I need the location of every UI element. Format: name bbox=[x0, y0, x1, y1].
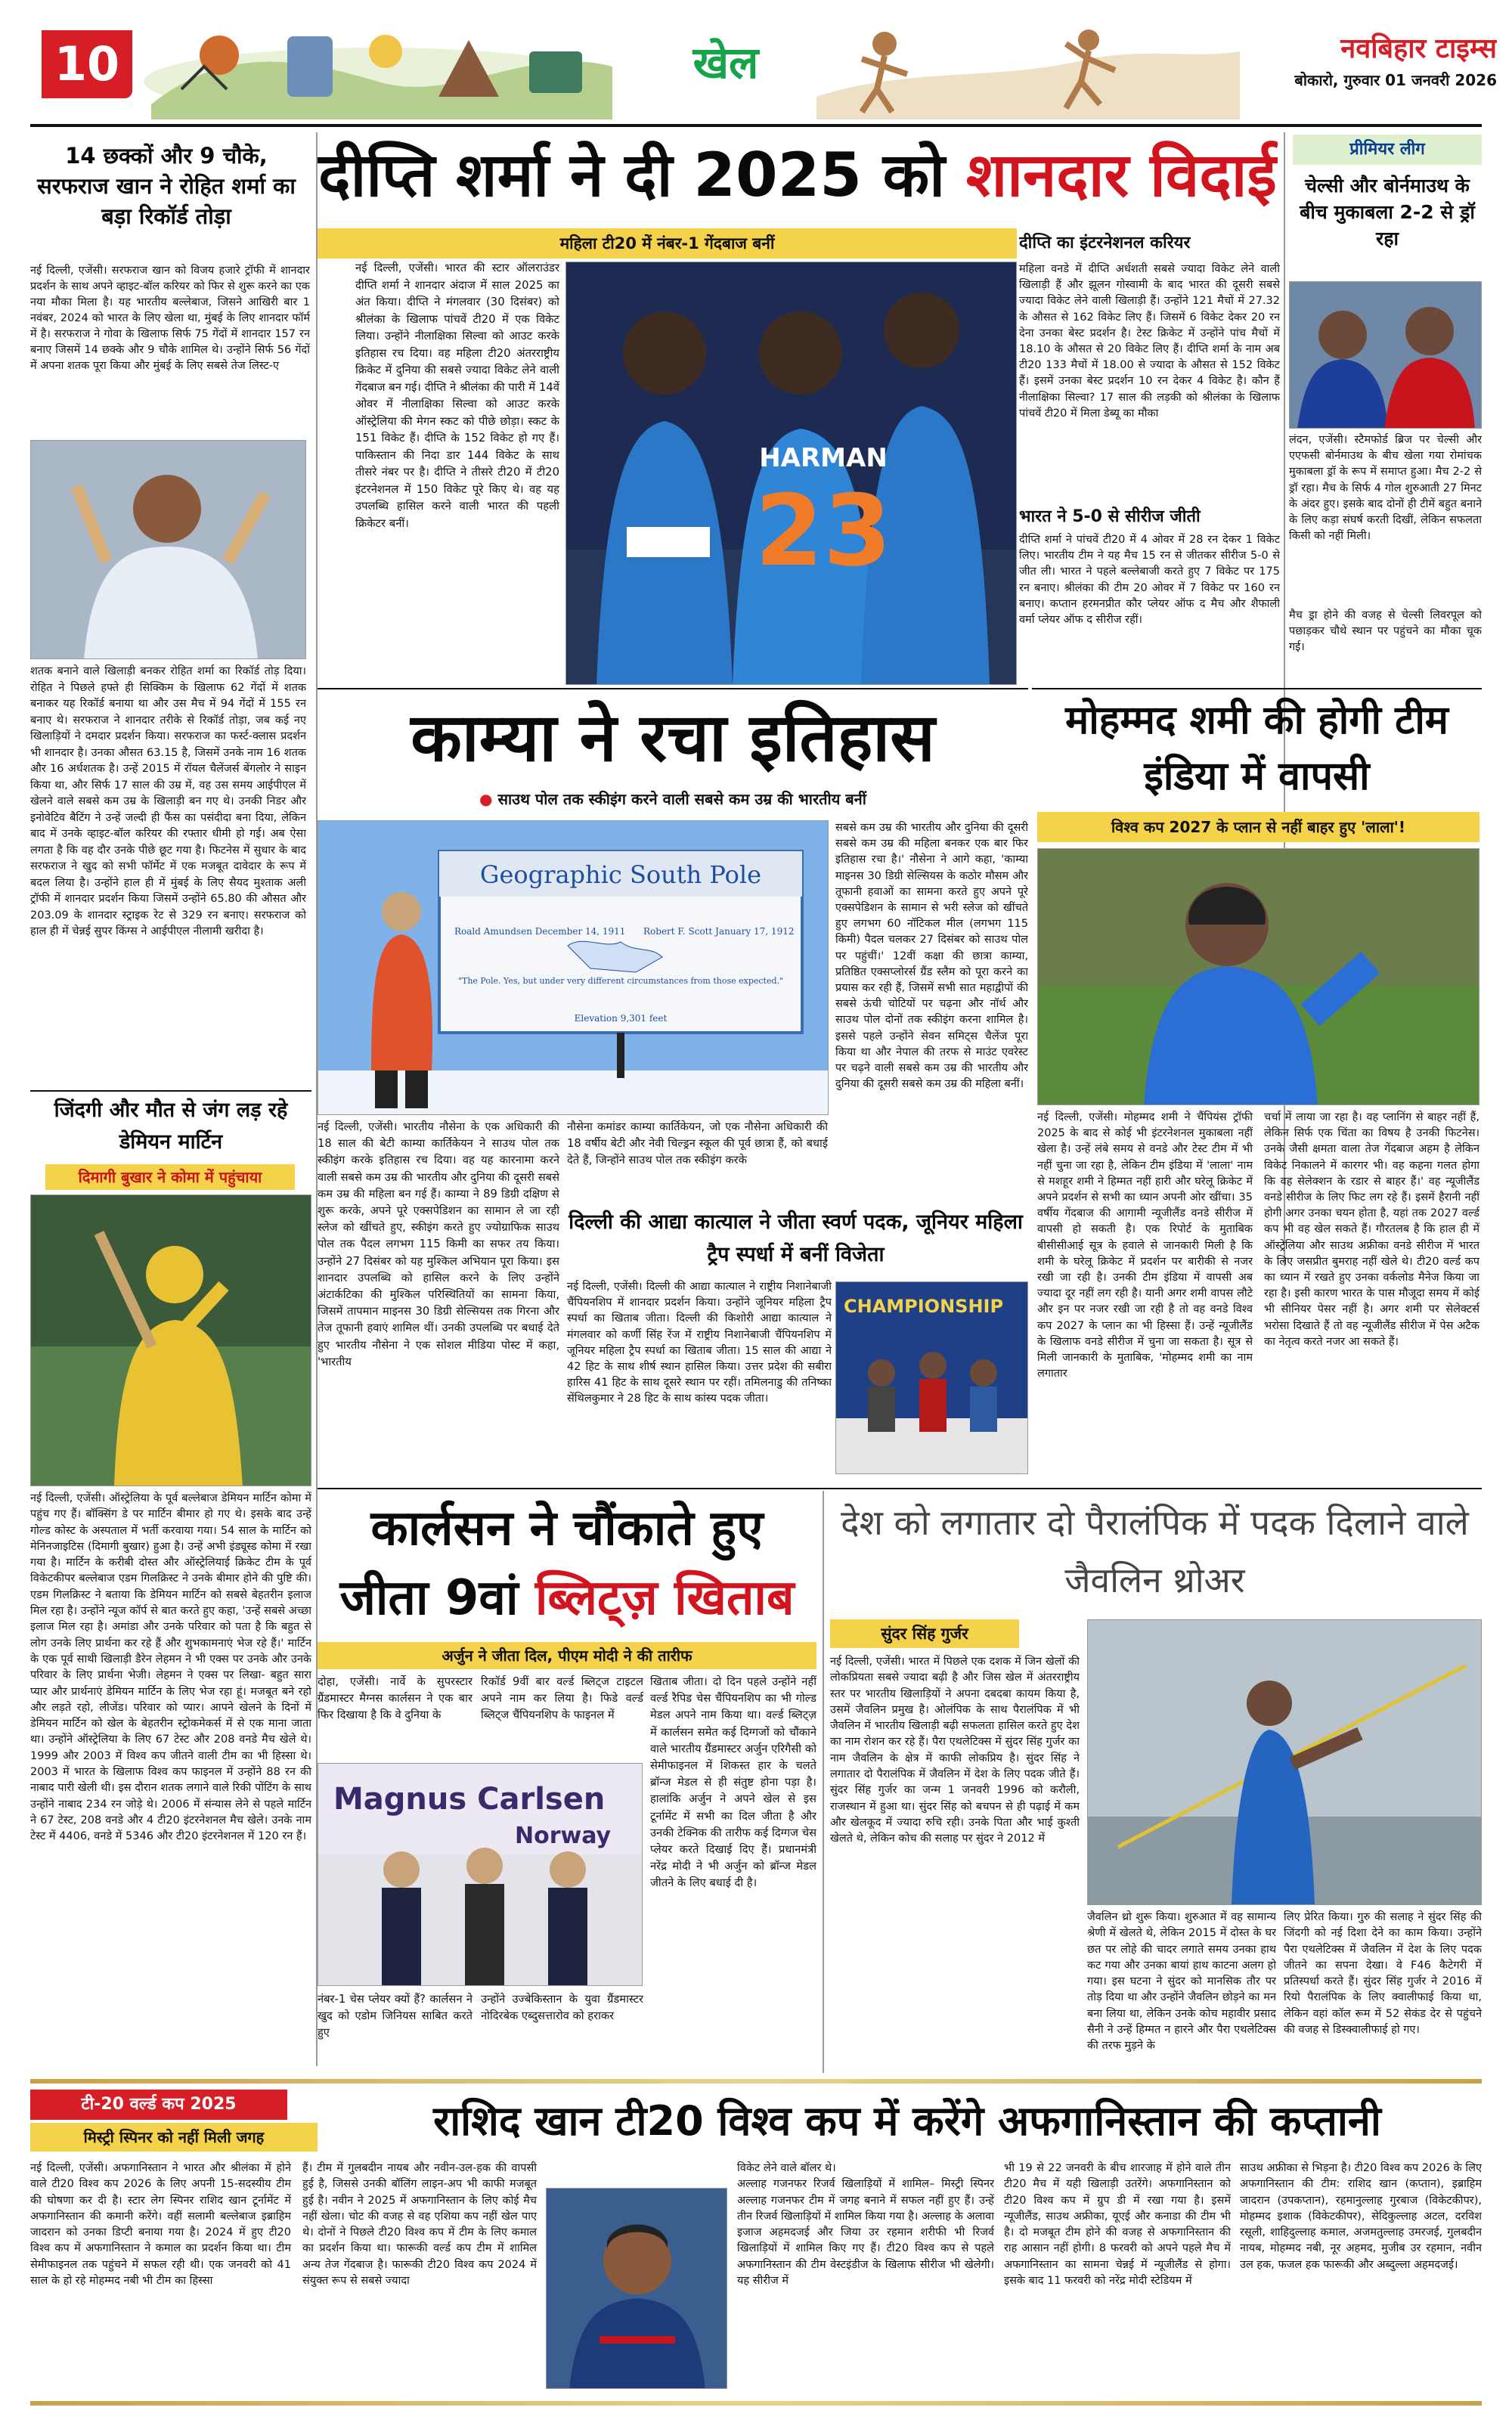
carlsen-subhead: अर्जुन ने जीता दिल, पीएम मोदी ने की तारीफ bbox=[318, 1642, 816, 1669]
carlsen-headline-line2 bbox=[318, 1563, 816, 1633]
sarfaraz-headline: 14 छक्कों और 9 चौके, सरफराज खान ने रोहित शर्मा का बड़ा रिकॉर्ड तोड़ा bbox=[37, 143, 296, 229]
carlsen-headline-main: जीता 9वां bbox=[339, 1570, 519, 1626]
sundar-body-1: नई दिल्ली, एजेंसी। भारत में पिछले एक दशक में जिन खेलों की लोकप्रियता सबसे ज्यादा बढ़ी है और जिस खेल में अंतरराष्ट्रीय स्तर पर भारतीय खिलाड़ियों ने अपना दबदबा कायम किया है, उसमें जैवलिन प्रमुख है। ओलंपिक के साथ पैरालंपिक में भी जैवलिन में भारतीय खिलाड़ी बढ़ी सफलता हासिल करते हुए देश का नाम रोशन कर रहे हैं। पैरा एथलेटिक्स में सुंदर सिंह गुर्जर का नाम जैवलिन के क्षेत्र में काफी लोकप्रिय है। सुंदर सिंह ने लगातार दो पैरालंपिक में जैवलिन में देश के लिए पदक जीते हैं। सुंदर सिंह गुर्जर का जन्म 1 जनवरी 1996 को करौली, राजस्थान में हुआ था। सुंदर सिंह को बचपन से ही पढ़ाई में कम और खेलकूद में ज्यादा रुचि रही। उनके पिता और भाई कुश्ती खेलते थे, लेकिन कोच की सलाह पर सुंदर ने 2012 में bbox=[830, 1656, 1080, 1845]
carlsen-body-5: उन्होंने उज्बेकिस्तान के युवा ग्रैंडमास्टर नोदिरबेक एब्दुसत्तारोव को हराकर bbox=[481, 1993, 643, 2023]
premier-photo bbox=[1289, 281, 1482, 429]
championship-banner: CHAMPIONSHIP bbox=[844, 1296, 1004, 1317]
masthead-divider bbox=[30, 124, 1482, 127]
kamya-body-3: सबसे कम उम्र की भारतीय और दुनिया की दूसरी सबसे कम उम्र की महिला बनकर एक बार फिर इतिहास रचा है।' नौसेना ने आगे कहा, 'काम्या माइनस 30 डिग्री सेल्सियस के कठोर मौसम और तूफानी हवाओं का सामना करते हुए अपने पूरे एक्सपेडिशन के सामान से भरी स्लेज को खींचते हुए लगभग 60 नॉटिकल मील (लगभग 115 किमी) पैदल चलकर 27 दिसंबर को साउथ पोल पर पहुंचीं।' 12वीं कक्षा की छात्रा काम्या, प्रतिष्ठित एक्सप्लोरर्स ग्रैंड स्लैम को पूरा करने का प्रयास कर रही हैं, जिसमें सभी सात महाद्वीपों की सबसे ऊंची चोटियों पर चढ़ना और नॉर्थ और साउथ पोल दोनों तक स्कीइंग करना शामिल है। इससे पहले उन्होंने सेवन समिट्स चैलेंज पूरा किया था और नेपाल की तरफ से माउंट एवरेस्ट पर चढ़ने वाली सबसे कम उम्र की भारतीय और दुनिया की दूसरी सबसे कम उम्र की महिला बनीं। bbox=[835, 822, 1028, 1091]
martin-body: नई दिल्ली, एजेंसी। ऑस्ट्रेलिया के पूर्व बल्लेबाज डेमियन मार्टिन कोमा में पहुंच गए हैं। बॉक्सिंग डे पर मार्टिन बीमार हो गए थे। इसके बाद उन्हें गोल्ड कोस्ट के अस्पताल में भर्ती करवाया गया। 54 साल के मार्टिन को मेनिनजाइटिस (दिमागी बुखार) हुआ है। उन्हें अभी इंड्यूस्ड कोमा में रखा गया है। मार्टिन के करीबी दोस्त और ऑस्ट्रेलियाई क्रिकेट टीम के पूर्व विकेटकीपर बल्लेबाज एडम गिलक्रिस्ट ने उनके बीमार होने की पुष्टि की। एडम गिलक्रिस्ट ने बताया कि डेमियन मार्टिन को सबसे बेहतरीन इलाज मिल रहा है। उन्होंने न्यूज कॉर्प से बात करते हुए कहा, 'उन्हें सबसे अच्छा इलाज मिल रहा है। अमांडा और उनके परिवार को पता है कि बहुत से लोग उनके लिए प्रार्थना कर रहे हैं और शुभकामनाएं भेज रहे हैं।' मार्टिन के एक पूर्व साथी खिलाड़ी डैरेन लेहमन ने भी एक्स पर उनके और उनके परिवार के लिए प्रार्थना भेजी। लेहमन ने एक्स पर लिखा- बहुत सारा प्यार और प्रार्थनाएं डेमियन मार्टिन के लिए भेज रहा हूं। मजबूत बने रहो और लड़ते रहो, लीजेंड। परिवार को प्यार। आपने खेलने के दिनों में डेमियन मार्टिन को खेल के बेहतरीन स्ट्रोकमेकर्स में से एक माना जाता था। उन्होंने ऑस्ट्रेलिया के लिए 67 टेस्ट और 208 वनडे मैच खेले थे। 1999 और 2003 में विश्व कप जीतने वाली टीम का भी हिस्सा थे। 2003 में भारत के खिलाफ विश्व कप फाइनल में उन्होंने 88 रन की नाबाद पारी खेली थी। इस दौरान शतक लगाने वाले रिकी पोंटिंग के साथ उन्होंने नाबाद 234 रन जोड़े थे। 2006 में संन्यास लेने से पहले मार्टिन ने 67 टेस्ट, 208 वनडे और 4 टी20 इंटरनेशनल मैच खेले। उनके नाम टेस्ट में 4406, वनडे में 5346 और टी20 इंटरनेशनल में 120 रन हैं। bbox=[30, 1492, 311, 1843]
deepti-series-body: दीप्ति शर्मा ने पांचवें टी20 में 4 ओवर में 28 रन देकर 1 विकेट लिए। भारतीय टीम ने यह मैच 15 रन से जीतकर सीरीज 5-0 से जीत ली। भारत ने पहले बल्लेबाजी करते हुए 7 विकेट पर 175 रन बनाए। श्रीलंका की टीम 20 ओवर में 7 विकेट पर 160 रन बनाए। कप्तान हरमनप्रीत कौर प्लेयर ऑफ द मैच और शैफाली वर्मा प्लेयर ऑफ द सीरीज रहीं। bbox=[1019, 534, 1280, 627]
deepti-headline-main: दीप्ति शर्मा ने दी 2025 को bbox=[318, 140, 945, 210]
premier-headline: चेल्सी और बोर्नमाउथ के बीच मुकाबला 2-2 से ड्रॉ रहा bbox=[1300, 175, 1475, 249]
rashid-tag: टी-20 वर्ल्ड कप 2025 bbox=[30, 2090, 287, 2120]
shami-headline: मोहम्मद शमी की होगी टीम इंडिया में वापसी bbox=[1065, 698, 1448, 799]
premier-body-2: मैच ड्रा होने की वजह से चेल्सी लिवरपूल को पछाड़कर चौथे स्थान पर पहुंचने का मौका चूक गई। bbox=[1289, 609, 1482, 654]
rashid-top-strip bbox=[30, 2079, 1482, 2084]
aadya-body: नई दिल्ली, एजेंसी। दिल्ली की आद्या कात्याल ने राष्ट्रीय निशानेबाजी चैंपियनशिप में शानदार प्रदर्शन किया। उन्होंने जूनियर महिला ट्रैप स्पर्धा का खिताब जीता। दिल्ली की किशोरी आद्या कात्याल ने मंगलवार को कर्णी सिंह रेंज में राष्ट्रीय निशानेबाजी चैंपियनशिप में जूनियर महिला ट्रैप स्पर्धा का खिताब जीता। 15 साल की आद्या ने 42 हिट के साथ शीर्ष स्थान हासिल किया। उत्तर प्रदेश की सबीरा हारिस 41 हिट के साथ दूसरे स्थान पर रहीं। तमिलनाडु की तनिष्का सेंथिलकुमार ने 28 हिट के साथ कांस्य पदक जीता। bbox=[567, 1281, 832, 1405]
carlsen-body-3: खिताब जीता। दो दिन पहले उन्होंने नहीं वर्ल्ड रैपिड चेस चैंपियनशिप का भी गोल्ड मेडल अपने नाम किया था। वर्ल्ड ब्लिट्ज़ में कार्लसन समेत कई दिग्गजों को चौंकाने वाले भारतीय ग्रैंडमास्टर अर्जुन एरिगैसी को सेमीफाइनल में शिकस्त हार के चलते ब्रॉन्ज मेडल से ही संतुष्ट होना पड़ा है। हालांकि अर्जुन ने अपने खेल से इस टूर्नामेंट में सभी का दिल जीता है और उनकी टेक्निक की तारीफ कई दिग्गज चेस प्लेयर करते दिखाई दिए हैं। प्रधानमंत्री नरेंद्र मोदी ने भी अर्जुन को ब्रॉन्ज मेडल जीतने के लिए बधाई दी है। bbox=[650, 1675, 816, 1890]
aadya-headline: दिल्ली की आद्या कात्याल ने जीता स्वर्ण पदक, जूनियर महिला ट्रैप स्पर्धा में बनीं विजेता bbox=[569, 1210, 1023, 1266]
divider-kamya bbox=[318, 688, 1028, 689]
page-number: 10 bbox=[42, 30, 132, 98]
deepti-headline bbox=[318, 130, 1278, 221]
newspaper-name: नवबिहार टाइम्स bbox=[1340, 33, 1497, 64]
sarfaraz-body-bottom: शतक बनाने वाले खिलाड़ी बनकर रोहित शर्मा का रिकॉर्ड तोड़ दिया। रोहित ने पिछले हफ्ते ही सिक्किम के खिलाफ 62 गेंदों में शतक बनाकर यह रिकॉर्ड बनाया था और उस मैच में 94 गेंदों में 155 रन बनाए थे। सरफराज ने शानदार तरीके से रिकॉर्ड तोड़ा, जब कई नए खिलाड़ियों ने दमदार प्रदर्शन किया। सरफराज का फर्स्ट-क्लास प्रदर्शन भी शानदार है। उनका औसत 63.15 है, जिसमें उनके नाम 16 शतक और 16 अर्धशतक है। उन्हें 2015 में रॉयल चैलेंजर्स बेंगलोर ने साइन किया था, और सिर्फ 17 साल की उम्र में, वह उस समय आईपीएल में खेलने वाले सबसे कम उम्र के खिलाड़ी बन गए थे। उनकी निडर और इनोवेटिव बैटिंग ने उन्हें जल्दी ही फैंस का पसंदीदा बना दिया, लेकिन बाद में उनके व्हाइट-बॉल करियर की रफ्तार धीमी हो गई। अब ऐसा लगता है कि वह दौर उनके पीछे छूट गया है। फिटनेस में सुधार के बाद सरफराज ने खुद को सभी फॉर्मेट में एक मजबूत दावेदार के रूप में बदल लिया है। उन्होंने हाल ही में मुंबई के लिए सैयद मुश्ताक अली ट्रॉफी में शानदार प्रदर्शन किया जिसमें उन्होंने 65.80 की औसत और 203.09 के शानदार स्ट्राइक रेट से 329 रन बनाए। सरफराज को हाल ही में चेन्नई सुपर किंग्स ने आईपीएल नीलामी खरीदा है। bbox=[30, 665, 306, 937]
rashid-col-4: भी 19 से 22 जनवरी के बीच शारजाह में होने वाले तीन टी20 मैच में यही खिलाड़ी उतरेंगे। अफगानिस्तान को टी20 विश्व कप में ग्रुप डी में रखा गया है। इसमें न्यूजीलैंड, साउथ अफ्रीका, यूएई और कनाडा की टीम भी है। दो मजबूत टीम होने की वजह से अफगानिस्तान की राह आसान नहीं होगी। 8 फरवरी को अपने पहले मैच में अफगानिस्तान का सामना चेन्नई में न्यूजीलैंड से होगा। इसके बाद 11 फरवरी को नरेंद्र मोदी स्टेडियम में bbox=[1004, 2162, 1231, 2288]
sarfaraz-photo bbox=[30, 440, 306, 659]
deepti-body: नई दिल्ली, एजेंसी। भारत की स्टार ऑलराउंडर दीप्ति शर्मा ने शानदार अंदाज में साल 2025 का अंत किया। दीप्ति ने मंगलवार (30 दिसंबर) को श्रीलंका के खिलाफ पांचवें टी20 में एक विकेट लिया। उन्होंने नीलाक्षिका सिल्वा को आउट करके इतिहास रच दिया। वह महिला टी20 अंतरराष्ट्रीय क्रिकेट में दुनिया की सबसे ज्यादा विकेट लेने वाली गेंदबाज बन गई। दीप्ति ने श्रीलंका की पारी में 14वें ओवर में नीलाक्षिका सिल्वा को आउट करके ऑस्ट्रेलिया की मेगन स्कट को पीछे छोड़ा। स्कट के 151 विकेट हैं। दीप्ति के 152 विकेट हो गए हैं। पाकिस्तान की निदा डार 144 विकेट के साथ तीसरे नंबर पर है। दीप्ति ने तीसरे टी20 में टी20 इंटरनेशनल में 150 विकेट पूरे किए थे। वह यह उपलब्धि हासिल करने वाली भारत की पहली क्रिकेटर बनीं। bbox=[355, 262, 559, 530]
carlsen-body-2: रिकॉर्ड 9वीं बार वर्ल्ड ब्लिट्ज टाइटल अपने नाम कर लिया है। फिडे वर्ल्ड ब्लिट्ज चैंपियनशिप के फाइनल में bbox=[481, 1675, 643, 1722]
shami-subhead: विश्व कप 2027 के प्लान से नहीं बाहर हुए 'लाला'! bbox=[1037, 812, 1479, 842]
shami-body-2: चर्चा में लाया जा रहा है। वह प्लानिंग से बाहर नहीं हैं, लेकिन सिर्फ एक चिंता का विषय है उनकी फिटनेस। उनके जैसी क्षमता वाला तेज गेंदबाज अहम है लेकिन विकेट निकालने में कारगर भी। वह कहना गलत होगा कि वह सेलेक्शन के रडार से बाहर हैं।' वह न्यूजीलैंड वनडे सीरीज के लिए फिट लग रहे हैं। इसमें हैरानी नहीं होगी अगर उनका चयन होता है, यहां तक 2027 वर्ल्ड कप भी वह खेल सकते हैं। गौरतलब है कि हाल ही में ऑस्ट्रेलिया और साउथ अफ्रीका वनडे सीरीज में भारत के लिए जसप्रीत बुमराह नहीं खेले थे। टी20 वर्ल्ड कप का ध्यान में रखते हुए उनका वर्कलोड मैनेज किया जा रहा है। इसी कारण भारत के पास मौजूदा समय में कोई भी सीनियर पेसर नहीं है। अगर शमी पर सेलेक्टर्स भरोसा दिखाते हैं तो वह न्यूजीलैंड सीरीज में पेस अटैक का नेतृत्व करते नजर आ सकते हैं। bbox=[1264, 1111, 1479, 1348]
martin-subhead: दिमागी बुखार ने कोमा में पहुंचाया bbox=[45, 1164, 295, 1190]
deepti-headline-highlight: शानदार विदाई bbox=[965, 140, 1277, 210]
rashid-col-2: हैं। टीम में गुलबदीन नायब और नवीन-उल-हक की वापसी हुई है, जिससे उनकी बॉलिंग लाइन-अप भी काफी मजबूत हुई है। नवीन ने 2025 में अफगानिस्तान के लिए कोई मैच नहीं खेला। चोट की वजह से वह एशिया कप नहीं खेल पाए थे। दोनों ने पिछले टी20 विश्व कप में टीम के लिए कमाल का प्रदर्शन किया था। फारूकी वर्ल्ड कप टीम में शामिल अन्य तेज गेंदबाज है। फारूकी टी20 विश्व कप 2024 में संयुक्त रूप से सबसे ज्यादा bbox=[302, 2162, 537, 2288]
jersey-number: 23 bbox=[754, 473, 892, 588]
sign-quote: "The Pole. Yes, but under very different circumstances from those expected." bbox=[457, 976, 784, 986]
carlsen-headline-highlight: ब्लिट्ज़ खिताब bbox=[534, 1570, 795, 1626]
sundar-body-3: लिए प्रेरित किया। गुरु की सलाह ने सुंदर सिंह की जिंदगी को नई दिशा देने का काम किया। उन्होंने पैरा एथलेटिक्स में जैवलिन में देश के लिए पदक जीतने का सपना देखा। वे F46 कैटेगरी में प्रतिस्पर्धा करते हैं। सुंदर सिंह गुर्जर ने 2016 में रियो पैरालंपिक के लिए क्वालीफाई किया था, लेकिन वहां कॉल रूम में 52 सेकंड देर से पहुंचने की वजह से डिस्क्वालीफाई हो गए। bbox=[1284, 1911, 1482, 2037]
kamya-headline: काम्या ने रचा इतिहास bbox=[411, 699, 935, 776]
rashid-col-5: साउथ अफ्रीका से भिड़ना है। टी20 विश्व कप 2026 के लिए अफगानिस्तान की टीम: राशिद खान (कप्तान), इब्राहिम जादरान (उपकप्तान), रहमानुल्लाह गुरबाज (विकेटकीपर), मोहम्मद इशाक (विकेटकीपर), सेदिकुल्लाह अटल, दरविश रसूली, शाहिदुल्लाह कमाल, अजमतुल्लाह उमरजई, गुलबदीन नायब, मोहम्मद नबी, नूर अहमद, मुजीब उर रहमान, नवीन उल हक, फजल हक फारूकी और अब्दुल्ला अहमदजई। bbox=[1240, 2162, 1482, 2271]
martin-headline: जिंदगी और मौत से जंग लड़ रहे डेमियन मार्टिन bbox=[54, 1098, 288, 1154]
shami-body-1: नई दिल्ली, एजेंसी। मोहम्मद शमी ने चैंपियंस ट्रॉफी 2025 के बाद से कोई भी इंटरनेशनल मुकाबला नहीं खेला है। उन्हें लंबे समय से वनडे और टेस्ट टीम में भी नहीं चुना जा रहा है, लेकिन टीम इंडिया में 'लाला' नाम से मशहूर शमी ने हिम्मत नहीं हारी और घरेलू क्रिकेट में अपने प्रदर्शन से सभी का ध्यान अपनी ओर खींचा। 35 वर्षीय गेंदबाज की आगामी न्यूजीलैंड वनडे सीरीज में वापसी हो सकती है। एक रिपोर्ट के मुताबिक बीसीसीआई सूत्र के हवाले से जानकारी मिली है कि शमी के घरेलू क्रिकेट में प्रदर्शन पर बारीकी से नजर रखी जा रही है। उनकी टीम इंडिया में वापसी अब ज्यादा दूर नहीं लग रही है। यानी अगर शमी वापस लौटे और इन पर नजर रखी जा रही है तो वह वनडे विश्व कप 2027 के प्लान का भी हिस्सा हैं। उन्हें न्यूजीलैंड के खिलाफ वनडे सीरीज में चुना जा सकता है। सूत्र से मिली जानकारी के मुताबिक, 'मोहम्मद शमी का नाम लगातार bbox=[1037, 1111, 1253, 1380]
kamya-body-1: नई दिल्ली, एजेंसी। भारतीय नौसेना के एक अधिकारी की 18 साल की बेटी काम्या कार्तिकेयन ने साउथ पोल तक स्कीइंग करके इतिहास रच दिया। वह यह कारनामा करने वाली सबसे कम उम्र की भारतीय और दुनिया की दूसरी सबसे कम उम्र की महिला बन गई हैं। काम्या ने 89 डिग्री दक्षिण से शुरू करके, अपने पूरे एक्सपेडिशन का सामान ले जा रही स्लेज को खींचते हुए, स्कीइंग करते हुए ज्योग्राफिक साउथ पोल तक पैदल लगभग 115 किमी का सफर तय किया। उन्होंने 27 दिसंबर को यह मुश्किल अभियान पूरा किया। इस शानदार उपलब्धि को हासिल करने के लिए उन्होंने अंटार्कटिका की मुश्किल परिस्थितियों का सामना किया, जिसमें तापमान माइनस 30 डिग्री सेल्सियस तक गिरना और तेज तूफानी हवाएं शामिल थीं। उनकी उपलब्धि पर बधाई देते हुए भारतीय नौसेना ने एक सोशल मीडिया पोस्ट में कहा, 'भारतीय bbox=[318, 1120, 559, 1368]
deepti-team-photo bbox=[565, 262, 1017, 685]
kamya-subhead bbox=[318, 786, 1028, 812]
carlsen-photo bbox=[318, 1763, 643, 1986]
deepti-career-title: दीप्ति का इंटरनेशनल करियर bbox=[1019, 234, 1191, 253]
rashid-col-3: विकेट लेने वाले बॉलर थे। अल्लाह गजनफर रिजर्व खिलाड़ियों में शामिल– मिस्ट्री स्पिनर अल्लाह गजनफर टीम में जगह बनाने में सफल नहीं हुए हैं। उन्हें तीन रिजर्व खिलाड़ियों में शामिल किया गया है। अल्लाह के अलावा इजाज अहमदजई और जिया उर रहमान शरीफी भी रिजर्व खिलाड़ियों में शामिल किए गए हैं। टी20 विश्व कप से पहले अफगानिस्तान की टीम वेस्टइंडीज के खिलाफ सीरीज भी खेलेगी। यह सीरीज में bbox=[737, 2162, 994, 2288]
sundar-headline: देश को लगातार दो पैरालंपिक में पदक दिलाने वाले जैवलिन थ्रोअर bbox=[841, 1502, 1469, 1600]
divider-martin bbox=[30, 1090, 311, 1092]
premier-tag: प्रीमियर लीग bbox=[1293, 135, 1482, 165]
deepti-subhead: महिला टी20 में नंबर-1 गेंदबाज बनीं bbox=[318, 228, 1017, 259]
kamya-subhead-text: साउथ पोल तक स्कीइंग करने वाली सबसे कम उम्र की भारतीय बनीं bbox=[497, 790, 866, 808]
divider-shami bbox=[1032, 688, 1482, 689]
sarfaraz-body-top: नई दिल्ली, एजेंसी। सरफराज खान को विजय हजारे ट्रॉफी में शानदार प्रदर्शन के साथ अपने व्हाइट-बॉल करियर को फिर से शुरू करने का एक नया मौका मिला है। यह भारतीय बल्लेबाज, जिसने आखिरी बार 1 नवंबर, 2024 को भारत के लिए खेला था, मुंबई के लिए शानदार फॉर्म में है। सरफराज ने गोवा के खिलाफ सिर्फ 75 गेंदों में शानदार 157 रन बनाए जिसमें 14 छक्के और 9 चौके शामिल थे। उन्होंने सिर्फ 56 गेंदों में अपना शतक पूरा किया और मुंबई के लिए सबसे तेज लिस्ट-ए bbox=[30, 265, 310, 372]
deepti-series-title: भारत ने 5-0 से सीरीज जीती bbox=[1019, 507, 1201, 526]
deepti-career-body: महिला वनडे में दीप्ति अर्धशती सबसे ज्यादा विकेट लेने वाली खिलाड़ी हैं और झूलन गोस्वामी के बाद भारत की दूसरी सबसे ज्यादा विकेट लेने वाली खिलाड़ी हैं। उन्होंने 121 मैचों में 27.32 के औसत से 162 विकेट लिए हैं। जिसमें 6 विकेट देकर 20 रन देना उनका बेस्ट प्रदर्शन है। टेस्ट क्रिकेट में उन्होंने पांच मैचों में 18.10 के औसत से 20 विकेट लिए हैं। दीप्ति शर्मा के नाम अब टी20 133 मैचों में 18.00 से ज्यादा के औसत से 152 विकेट हैं। इसमें उनका बेस्ट प्रदर्शन 10 रन देकर 4 विकेट है। कौन हैं नीलाक्षिका सिल्वा? 17 साल की लड़की को श्रीलंका के खिलाफ पांचवें टी20 में मिला डेब्यू का मौका bbox=[1019, 263, 1280, 420]
column-rule-sundar bbox=[823, 1491, 824, 2073]
athletes-right-illustration bbox=[816, 14, 1240, 119]
aadya-podium-photo bbox=[835, 1281, 1028, 1474]
sign-title: Geographic South Pole bbox=[479, 860, 762, 889]
dateline: बोकारो, गुरुवार 01 जनवरी 2026 bbox=[1294, 71, 1497, 89]
jersey-name: HARMAN bbox=[759, 443, 888, 473]
carlsen-body-4: नंबर-1 चेस प्लेयर क्यों हैं? कार्लसन ने खुद को एडोम जिनियस साबित करते हुए bbox=[318, 1993, 472, 2040]
rashid-col-1: नई दिल्ली, एजेंसी। अफगानिस्तान ने भारत और श्रीलंका में होने वाले टी20 विश्व कप 2026 के लिए अपनी 15-सदस्यीय टीम की घोषणा कर दी है। स्टार लेग स्पिनर राशिद खान टूर्नामेंट में अफगानिस्तान की कमानी करेंगे। वहीं सलामी बल्लेबाज इब्राहिम जादरान को उनका डिप्टी बनाया गया है। 2024 में हुए टी20 विश्व कप में अफगानिस्तान ने कमाल का प्रदर्शन किया था। टीम सेमीफाइनल तक पहुंचने में सफल रही थी। एक जनवरी को 41 साल के हो रहे मोहम्मद नबी भी टीम का हिस्सा bbox=[30, 2162, 291, 2288]
section-title: खेल bbox=[692, 37, 759, 88]
carlsen-headline bbox=[318, 1494, 816, 1637]
carlsen-banner-text: Magnus Carlsen bbox=[333, 1782, 606, 1817]
kamya-body-2: नौसेना कमांडर काम्या कार्तिकेयन, जो एक नौसेना अधिकारी की 18 वर्षीय बेटी और नेवी चिल्ड्रन स्कूल की पूर्व छात्रा हैं, को बधाई देते हैं, जिन्होंने साउथ पोल तक स्कीइंग करके bbox=[567, 1120, 828, 1167]
rashid-bottom-strip bbox=[30, 2401, 1482, 2406]
rashid-headline: राशिद खान टी20 विश्व कप में करेंगे अफगानिस्तान की कप्तानी bbox=[433, 2097, 1381, 2145]
bullet-icon: ● bbox=[479, 790, 493, 808]
divider-carlsen bbox=[318, 1488, 1482, 1489]
carlsen-banner-text-2: Norway bbox=[515, 1823, 612, 1849]
shami-photo bbox=[1037, 848, 1479, 1105]
kamya-south-pole-photo bbox=[318, 820, 829, 1115]
martin-photo bbox=[30, 1194, 311, 1486]
sundar-body-2: जैवलिन थ्रो शुरू किया। शुरुआत में वह सामान्य श्रेणी में खेलते थे, लेकिन 2015 में दोस्त के घर छत पर लोहे की चादर लगाते समय उनका हाथ कट गया और उनका बायां हाथ काटना अलग हो गया। इस घटना ने सुंदर को मानसिक तौर पर तोड़ दिया था और उन्होंने जैवलिन छोड़ने का मन बना लिया था, लेकिन उनके कोच महावीर प्रसाद सैनी ने उन्हें हिम्मत न हारने और पैरा एथलेटिक्स की तरफ मुड़ने के bbox=[1087, 1911, 1276, 2053]
rashid-photo bbox=[546, 2188, 727, 2389]
carlsen-body-1: दोहा, एजेंसी। नार्वे के सुपरस्टार ग्रैंडमास्टर मैग्नस कार्लसन ने एक बार फिर दिखाया है कि वे दुनिया के bbox=[318, 1675, 472, 1722]
premier-body: लंदन, एजेंसी। स्टैमफोर्ड ब्रिज पर चेल्सी और एएफसी बोर्नमाउथ के बीच खेला गया रोमांचक मुकाबला ड्रॉ के रूप में समाप्त हुआ। मैच 2-2 से ड्रॉ रहा। मैच के सिर्फ 4 गोल शुरुआती 27 मिनट के अंदर हुए। इसके बाद दोनों ही टीमें बहुत बनाने के लिए कड़ा संघर्ष करती दिखीं, लेकिन सफलता किसी को नहीं मिली। bbox=[1289, 434, 1482, 543]
masthead bbox=[0, 0, 1512, 129]
sign-amundsen: Roald Amundsen December 14, 1911 bbox=[454, 926, 626, 937]
carlsen-headline-line1: कार्लसन ने चौंकाते हुए bbox=[370, 1501, 764, 1557]
sundar-javelin-photo bbox=[1087, 1619, 1482, 1905]
sign-scott: Robert F. Scott January 17, 1912 bbox=[643, 926, 795, 937]
sign-elevation: Elevation 9,301 feet bbox=[574, 1013, 668, 1024]
sundar-name: सुंदर सिंह गुर्जर bbox=[830, 1619, 1019, 1648]
sports-collage-left-illustration bbox=[136, 14, 620, 119]
rashid-subtag: मिस्ट्री स्पिनर को नहीं मिली जगह bbox=[30, 2123, 318, 2152]
